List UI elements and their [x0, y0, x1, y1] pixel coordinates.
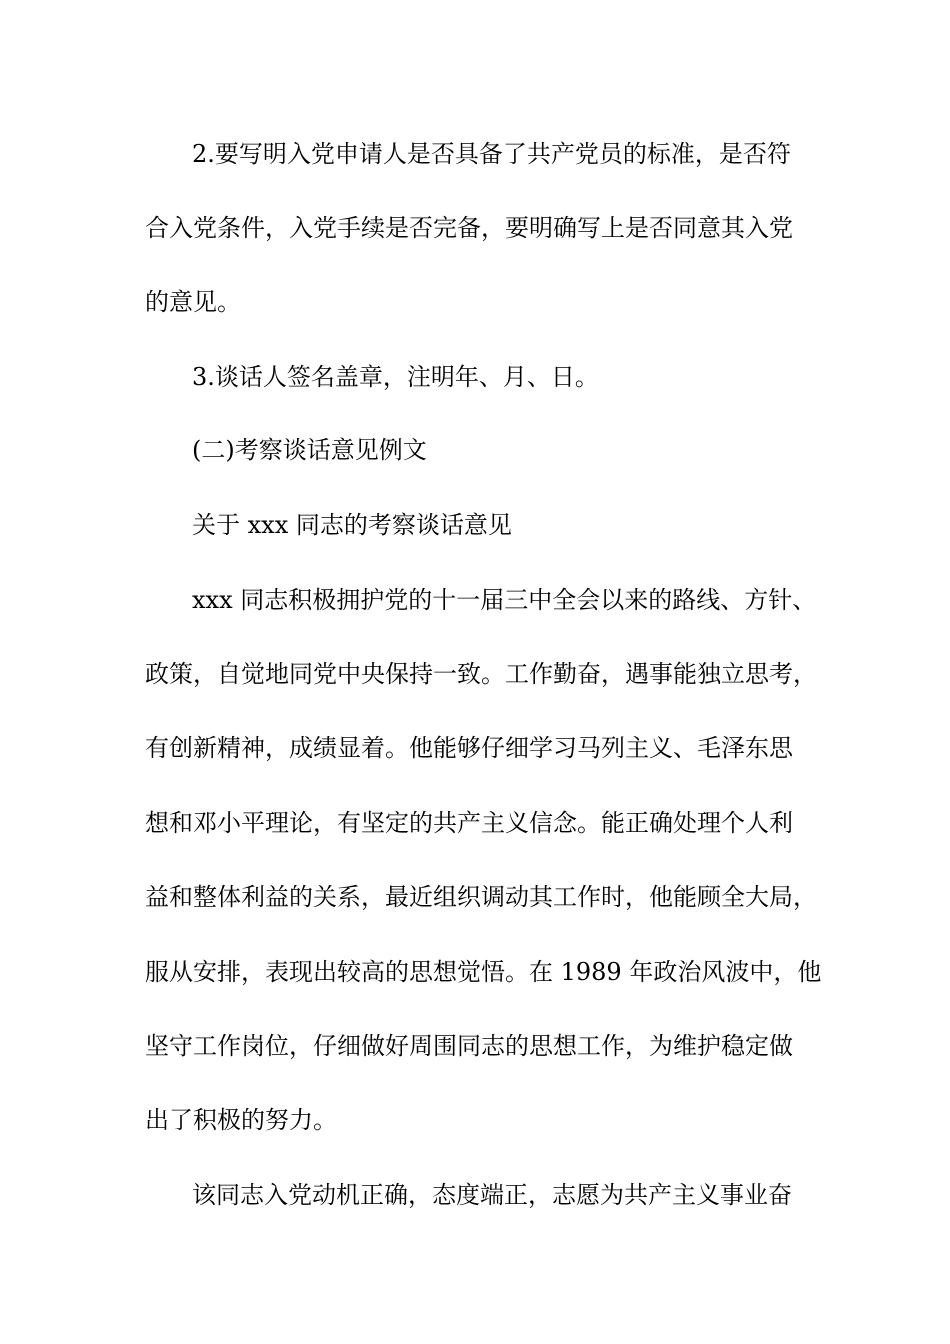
paragraph-line: 合入党条件，入党手续是否完备，要明确写上是否同意其入党 — [145, 214, 793, 242]
example-title: 关于 xxx 同志的考察谈话意见 — [192, 511, 512, 539]
paragraph-line: 有创新精神，成绩显着。他能够仔细学习马列主义、毛泽东思 — [145, 734, 793, 762]
paragraph-line: 坚守工作岗位，仔细做好周围同志的思想工作，为维护稳定做 — [145, 1032, 793, 1060]
paragraph-line: 的意见。 — [145, 288, 241, 316]
paragraph-line: 想和邓小平理论，有坚定的共产主义信念。能正确处理个人利 — [145, 809, 793, 837]
paragraph-line: 益和整体利益的关系，最近组织调动其工作时，他能顾全大局， — [145, 883, 817, 911]
paragraph-line: 政策，自觉地同党中央保持一致。工作勤奋，遇事能独立思考， — [145, 660, 817, 688]
paragraph-line: 3.谈话人签名盖章，注明年、月、日。 — [192, 363, 599, 391]
paragraph-line: xxx 同志积极拥护党的十一届三中全会以来的路线、方针、 — [192, 586, 817, 614]
paragraph-line: 2.要写明入党申请人是否具备了共产党员的标准，是否符 — [192, 140, 791, 168]
section-heading: (二)考察谈话意见例文 — [192, 436, 427, 464]
paragraph-line: 该同志入党动机正确，态度端正，志愿为共产主义事业奋 — [192, 1181, 792, 1209]
paragraph-line: 出了积极的努力。 — [145, 1106, 337, 1134]
paragraph-line: 服从安排，表现出较高的思想觉悟。在 1989 年政治风波中，他 — [145, 958, 822, 986]
